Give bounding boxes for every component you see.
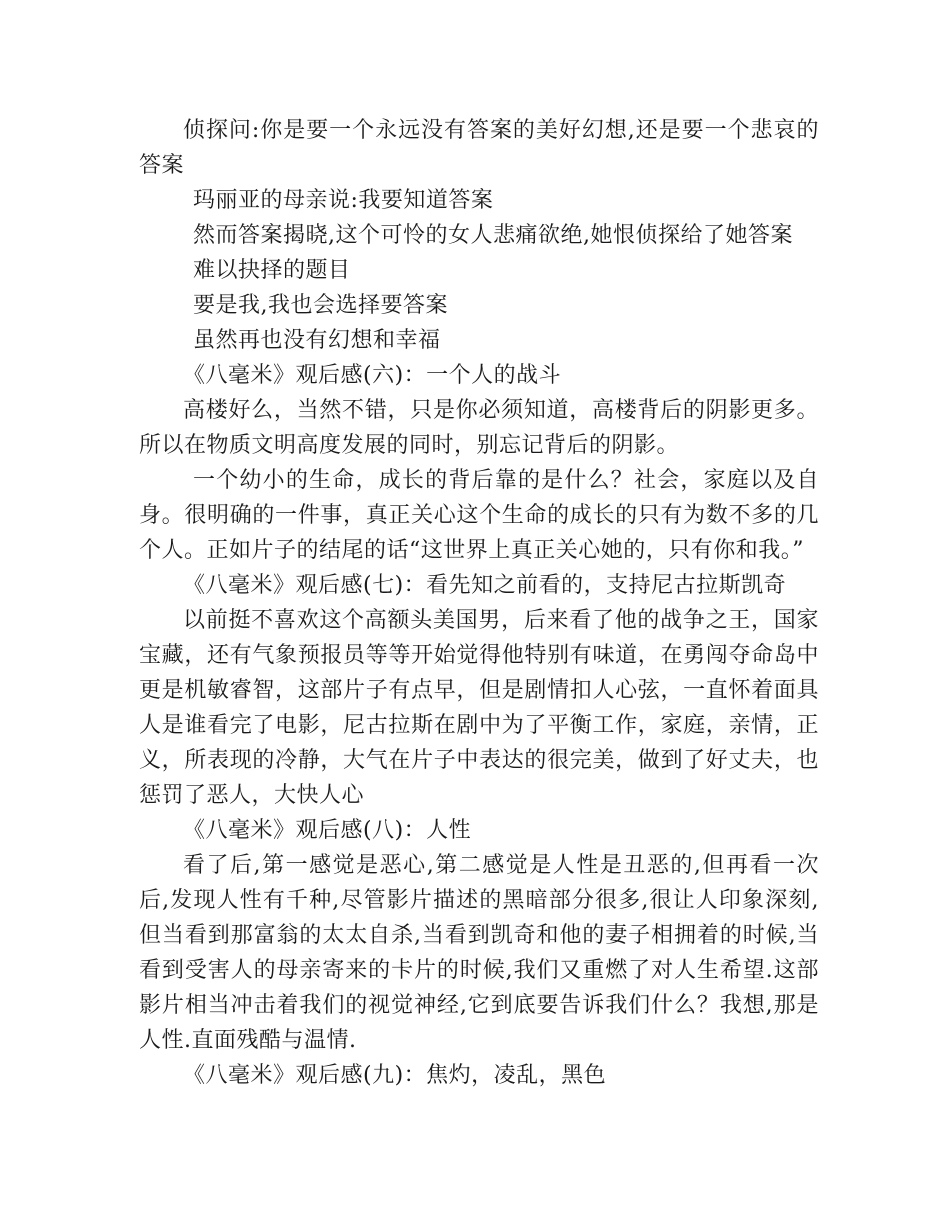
paragraph-young-life: 一个幼小的生命，成长的背后靠的是什么？社会，家庭以及自身。很明确的一件事，真正关心这个生命的成长的只有为数不多的几个人。正如片子的结尾的话“这世界上真正关心她的，只有你和我。” (139, 468, 819, 563)
section-heading-9: 《八毫米》观后感(九)：焦灼，凌乱，黑色 (183, 1063, 607, 1088)
paragraph-hard-choice: 难以抉择的题目 (193, 258, 351, 283)
paragraph-human-nature: 看了后,第一感觉是恶心,第二感觉是人性是丑恶的,但再看一次后,发现人性有千种,尽管影片描述的黑暗部分很多,很让人印象深刻,但当看到那富翁的太太自杀,当看到凯奇和他的妻子相拥着的时候,当看到受害人的母亲寄来的卡片的时候,我们又重燃了对人生希望.这部影片相当冲击着我们的视觉神经,它到底要告诉我们什么？我想,那是人性.直面残酷与温情. (139, 853, 819, 1053)
section-heading-7: 《八毫米》观后感(七)：看先知之前看的，支持尼古拉斯凯奇 (183, 573, 787, 598)
paragraph-mother-answer: 玛丽亚的母亲说:我要知道答案 (193, 188, 494, 213)
document-body (139, 113, 819, 1093)
paragraph-tall-buildings: 高楼好么，当然不错，只是你必须知道，高楼背后的阴影更多。所以在物质文明高度发展的同时，别忘记背后的阴影。 (139, 398, 819, 458)
paragraph-no-illusion: 虽然再也没有幻想和幸福 (193, 328, 441, 353)
section-heading-8: 《八毫米》观后感(八)：人性 (183, 818, 472, 843)
paragraph-if-it-were-me: 要是我,我也会选择要答案 (193, 293, 448, 318)
paragraph-answer-revealed: 然而答案揭晓,这个可怜的女人悲痛欲绝,她恨侦探给了她答案 (193, 223, 793, 248)
paragraph-nicolas-cage: 以前挺不喜欢这个高额头美国男，后来看了他的战争之王，国家宝藏，还有气象预报员等等开始觉得他特别有味道，在勇闯夺命岛中更是机敏睿智，这部片子有点早，但是剧情扣人心弦，一直怀着面具人是谁看完了电影，尼古拉斯在剧中为了平衡工作，家庭，亲情，正义，所表现的冷静，大气在片子中表达的很完美，做到了好丈夫，也惩罚了恶人，大快人心 (139, 608, 819, 808)
section-heading-6: 《八毫米》观后感(六)：一个人的战斗 (183, 363, 562, 388)
paragraph-detective-question: 侦探问:你是要一个永远没有答案的美好幻想,还是要一个悲哀的答案 (139, 118, 819, 178)
